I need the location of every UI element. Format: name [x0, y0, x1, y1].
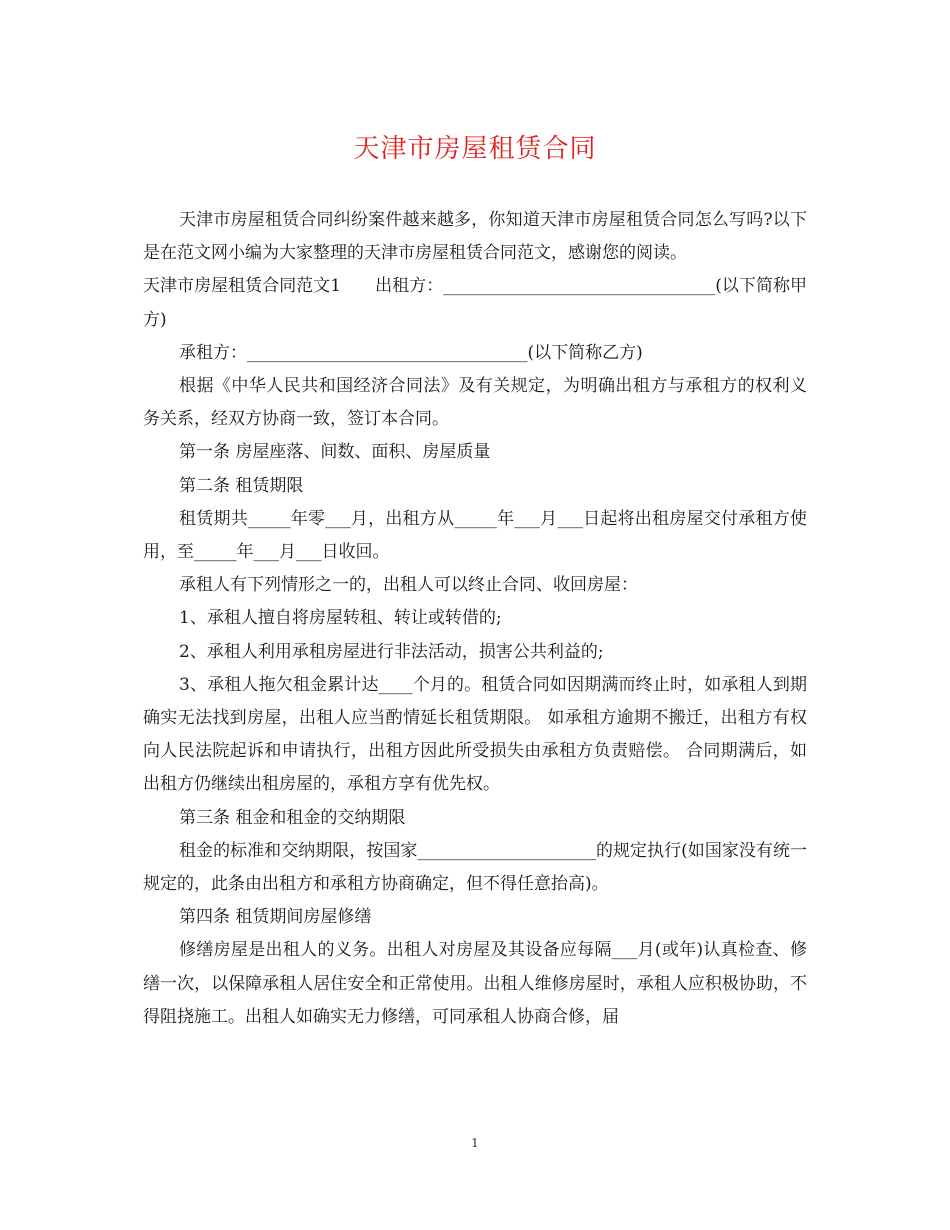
- paragraph-basis: 根据《中华人民共和国经济合同法》及有关规定，为明确出租方与承租方的权利义务关系，经双方协商一致，签订本合同。: [143, 376, 807, 430]
- paragraph-termination-3: 3、承租人拖欠租金累计达____个月的。租赁合同如因期满而终止时，如承租人到期确实无法找到房屋，出租人应当酌情延长租赁期限。 如承租方逾期不搬迁，出租方有权向人民法院起诉和申请执行，出租方因此所受损失由承租方负责赔偿。 合同期满后，如出租方仍继续出租房屋的，承租方享有优先权。: [143, 674, 807, 795]
- paragraph-rent: 租金的标准和交纳期限，按国家_____________________的规定执行(如国家没有统一规定的，此条由出租方和承租方协商确定，但不得任意抬高)。: [143, 840, 807, 895]
- article-4-heading: 第四条 租赁期间房屋修缮: [179, 907, 372, 928]
- paragraph-repairs: 修缮房屋是出租人的义务。出租人对房屋及其设备应每隔___月(或年)认真检查、修缮一次，以保障承租人居住安全和正常使用。出租人维修房屋时，承租人应积极协助，不得阻挠施工。出租人如确实无力修缮，可同承租人协商合修，届: [143, 940, 807, 1027]
- article-1-heading: 第一条 房屋座落、间数、面积、房屋质量: [179, 442, 491, 463]
- paragraph-termination-intro: 承租人有下列情形之一的，出租人可以终止合同、收回房屋：: [179, 575, 638, 596]
- paragraph-lessee: 承租方：_________________________________(以下简称乙方): [179, 342, 643, 363]
- document-title: 天津市房屋租赁合同: [353, 134, 597, 164]
- article-3-heading: 第三条 租金和租金的交纳期限: [179, 807, 406, 828]
- paragraph-termination-1: 1、承租人擅自将房屋转租、转让或转借的;: [179, 608, 502, 629]
- document-body: [143, 204, 807, 1034]
- page-number: 1: [471, 1136, 479, 1150]
- paragraph-termination-2: 2、承租人利用承租房屋进行非法活动，损害公共利益的;: [179, 641, 604, 662]
- article-2-heading: 第二条 租赁期限: [179, 475, 304, 496]
- paragraph-intro: 天津市房屋租赁合同纠纷案件越来越多，你知道天津市房屋租赁合同怎么写吗?以下是在范文网小编为大家整理的天津市房屋租赁合同范文，感谢您的阅读。: [143, 210, 807, 264]
- paragraph-lessor: 天津市房屋租赁合同范文1 出租方：________________________________(以下简称甲方): [143, 276, 807, 330]
- paragraph-lease-term: 租赁期共_____年零___月，出租方从_____年___月___日起将出租房屋交付承租方使用，至_____年___月___日收回。: [143, 508, 807, 563]
